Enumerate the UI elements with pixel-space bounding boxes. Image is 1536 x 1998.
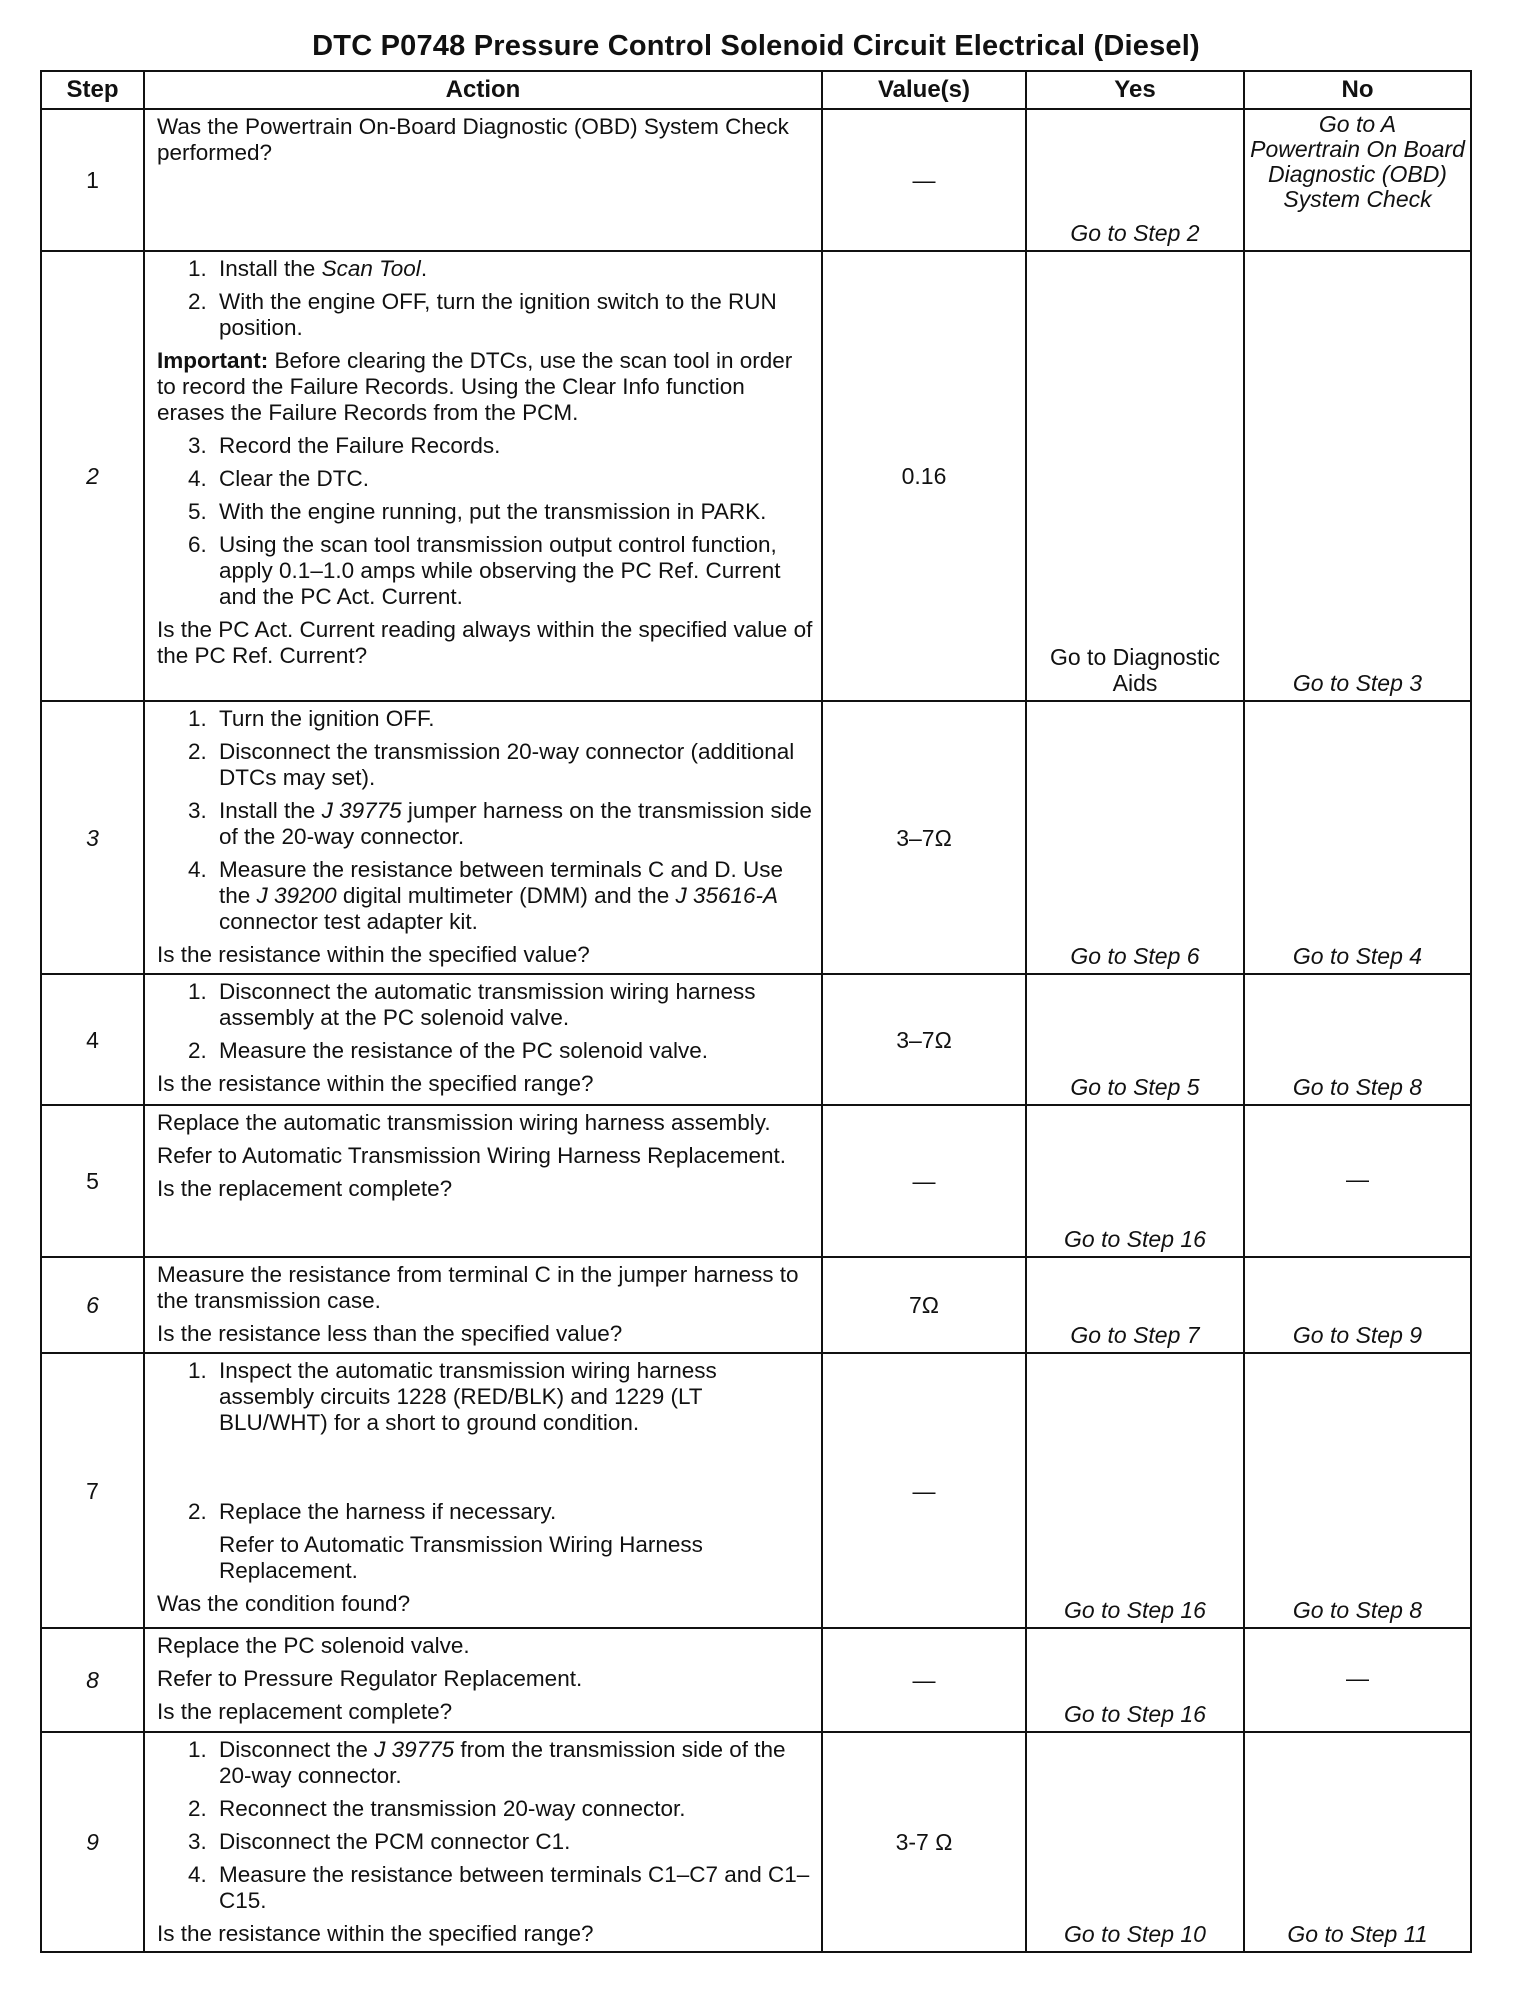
- no-cell: Go to Step 4: [1244, 701, 1471, 974]
- question-text: Is the replacement complete?: [157, 1176, 453, 1201]
- table-row-step-1: [41, 109, 1471, 251]
- question-text: Was the Powertrain On-Board Diagnostic (OBD) System Check performed?: [157, 114, 789, 165]
- table-row-step-4: [41, 974, 1471, 1105]
- step-number: 8: [41, 1628, 144, 1732]
- action-item: 2. Reconnect the transmission 20-way connector.: [213, 1796, 813, 1822]
- value-cell: 0.16: [822, 251, 1026, 701]
- action-item: 4. Measure the resistance between terminals C and D. Use the J 39200 digital multimeter (DMM) and the J 35616-A connector test adapter kit.: [213, 857, 813, 935]
- question-text: Is the replacement complete?: [157, 1699, 453, 1724]
- question-text: Is the resistance within the specified value?: [157, 942, 590, 967]
- yes-cell: Go to Step 16: [1026, 1628, 1244, 1732]
- header-values: Value(s): [822, 71, 1026, 109]
- action-cell: [144, 974, 822, 1105]
- no-cell: —: [1244, 1628, 1471, 1732]
- value-cell: —: [822, 1628, 1026, 1732]
- header-yes: Yes: [1026, 71, 1244, 109]
- action-item: 1. Inspect the automatic transmission wiring harness assembly circuits 1228 (RED/BLK) and 1229 (LT BLU/WHT) for a short to ground condition.: [213, 1358, 813, 1436]
- table-row-step-6: [41, 1257, 1471, 1353]
- action-cell: [144, 1628, 822, 1732]
- no-italic-reference: Powertrain On Board Diagnostic (OBD) System Check: [1250, 136, 1465, 212]
- header-no: No: [1244, 71, 1471, 109]
- value-cell: —: [822, 1353, 1026, 1628]
- action-cell: [144, 1732, 822, 1952]
- step-number: 9: [41, 1732, 144, 1952]
- yes-cell: Go to Step 2: [1026, 109, 1244, 251]
- action-item: 2. Replace the harness if necessary. Refer to Automatic Transmission Wiring Harness Replacement.: [213, 1499, 813, 1584]
- spacer: [157, 1443, 813, 1499]
- action-cell: [144, 1105, 822, 1257]
- step-number: 4: [41, 974, 144, 1105]
- question-text: Is the PC Act. Current reading always within the specified value of the PC Ref. Current?: [157, 617, 813, 668]
- action-item: 1. Disconnect the automatic transmission wiring harness assembly at the PC solenoid valve.: [213, 979, 813, 1031]
- action-item: 2. Disconnect the transmission 20-way connector (additional DTCs may set).: [213, 739, 813, 791]
- question-text: Is the resistance within the specified range?: [157, 1921, 594, 1946]
- table-row-step-3: [41, 701, 1471, 974]
- action-item: 2. Measure the resistance of the PC solenoid valve.: [213, 1038, 813, 1064]
- value-cell: 3–7Ω: [822, 974, 1026, 1105]
- page-title: DTC P0748 Pressure Control Solenoid Circuit Electrical (Diesel): [312, 30, 1200, 62]
- important-note: Important: Before clearing the DTCs, use the scan tool in order to record the Failure Records. Using the Clear Info function erases the Failure Records from the PCM.: [157, 348, 793, 425]
- yes-cell: Go to Step 5: [1026, 974, 1244, 1105]
- action-item: 3. Install the J 39775 jumper harness on the transmission side of the 20-way connector.: [213, 798, 813, 850]
- no-cell: Go to Step 8: [1244, 1353, 1471, 1628]
- step-number: 5: [41, 1105, 144, 1257]
- action-item: 3. Record the Failure Records.: [213, 433, 813, 459]
- action-text: Replace the PC solenoid valve.: [157, 1633, 470, 1658]
- reference-text: Refer to Automatic Transmission Wiring Harness Replacement.: [157, 1143, 786, 1168]
- table-row-step-7: [41, 1353, 1471, 1628]
- no-italic-a: A: [1380, 111, 1397, 137]
- action-cell: [144, 109, 822, 251]
- no-cell: Go to Step 8: [1244, 974, 1471, 1105]
- yes-cell: Go to Step 6: [1026, 701, 1244, 974]
- table-row-step-2: [41, 251, 1471, 701]
- no-cell: [1244, 109, 1471, 251]
- action-item: 1. Turn the ignition OFF.: [213, 706, 813, 732]
- table-row-step-5: [41, 1105, 1471, 1257]
- table-row-step-8: [41, 1628, 1471, 1732]
- table-row-step-9: [41, 1732, 1471, 1952]
- action-text: Replace the automatic transmission wiring harness assembly.: [157, 1110, 771, 1135]
- value-cell: 7Ω: [822, 1257, 1026, 1353]
- yes-cell: Go to Step 16: [1026, 1353, 1244, 1628]
- value-cell: —: [822, 109, 1026, 251]
- action-text: Measure the resistance from terminal C in the jumper harness to the transmission case.: [157, 1262, 799, 1313]
- step-number: 2: [41, 251, 144, 701]
- no-cell: Go to Step 11: [1244, 1732, 1471, 1952]
- action-item: 5. With the engine running, put the transmission in PARK.: [213, 499, 813, 525]
- value-cell: 3-7 Ω: [822, 1732, 1026, 1952]
- action-item: 1. Disconnect the J 39775 from the transmission side of the 20-way connector.: [213, 1737, 813, 1789]
- action-item: 2. With the engine OFF, turn the ignition switch to the RUN position.: [213, 289, 813, 341]
- action-cell: [144, 1257, 822, 1353]
- value-cell: —: [822, 1105, 1026, 1257]
- no-cell: Go to Step 9: [1244, 1257, 1471, 1353]
- yes-cell: Go to Step 10: [1026, 1732, 1244, 1952]
- yes-cell: Go to Step 7: [1026, 1257, 1244, 1353]
- no-cell: —: [1244, 1105, 1471, 1257]
- no-prefix: Go to: [1318, 111, 1381, 137]
- question-text: Was the condition found?: [157, 1591, 411, 1616]
- step-number: 6: [41, 1257, 144, 1353]
- step-number: 7: [41, 1353, 144, 1628]
- step-number: 3: [41, 701, 144, 974]
- diagnostic-table: [40, 70, 1472, 1953]
- action-item: 1. Install the Scan Tool.: [213, 256, 813, 282]
- header-step: Step: [41, 71, 144, 109]
- action-cell: [144, 251, 822, 701]
- action-item: 4. Clear the DTC.: [213, 466, 813, 492]
- action-item: 3. Disconnect the PCM connector C1.: [213, 1829, 813, 1855]
- action-cell: [144, 1353, 822, 1628]
- table-header-row: [41, 71, 1471, 109]
- header-action: Action: [144, 71, 822, 109]
- action-item: 4. Measure the resistance between terminals C1–C7 and C1–C15.: [213, 1862, 813, 1914]
- question-text: Is the resistance within the specified range?: [157, 1071, 594, 1096]
- action-item: 6. Using the scan tool transmission output control function, apply 0.1–1.0 amps while observing the PC Ref. Current and the PC Act. Current.: [213, 532, 813, 610]
- yes-cell: Go to Diagnostic Aids: [1026, 251, 1244, 701]
- question-text: Is the resistance less than the specified value?: [157, 1321, 623, 1346]
- step-number: 1: [41, 109, 144, 251]
- value-cell: 3–7Ω: [822, 701, 1026, 974]
- action-cell: [144, 701, 822, 974]
- reference-text: Refer to Automatic Transmission Wiring Harness Replacement.: [219, 1532, 703, 1583]
- no-cell: Go to Step 3: [1244, 251, 1471, 701]
- yes-cell: Go to Step 16: [1026, 1105, 1244, 1257]
- reference-text: Refer to Pressure Regulator Replacement.: [157, 1666, 583, 1691]
